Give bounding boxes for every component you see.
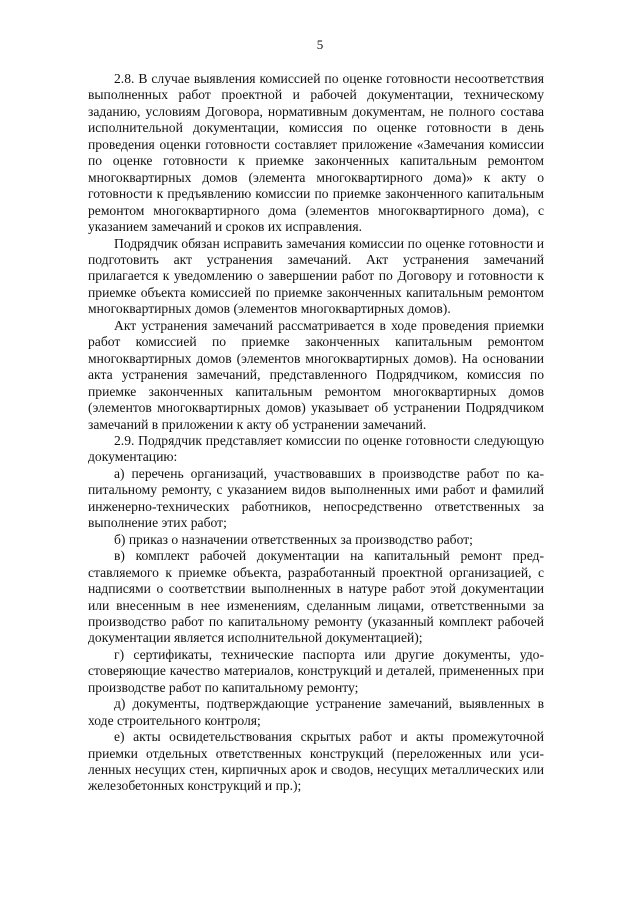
list-item-g: г) сертификаты, технические паспорта или другие документы, удостоверяющие качество материалов, конструкций и деталей, примененных при производстве работ по капитальному ремонту; [88,646,544,695]
list-item-a: а) перечень организаций, участвовавших в производстве работ по капитальному ремонту, с указанием видов выполненных ими работ и фамилий инженерно-технических работников, непосредственно ответственных за выполнение этих работ; [88,465,544,531]
list-item-b: б) приказ о назначении ответственных за производство работ; [114,531,473,547]
paragraph-contractor-obligation: Подрядчик обязан исправить замечания комиссии по оценке готовности и подготовить акт устранения замечаний. Акт устранения замечаний прилагается к уведомлению о завершении работ по Договору и готовности к приемке объекта комиссией по приемке законченных капитальным ремонтом многоквартирных домов (элементов многоквартирных домов). [88,235,544,317]
list-item-d: д) документы, подтверждающие устранение замечаний, выявленных в ходе строительного контроля; [88,696,544,728]
list-item-v: в) комплект рабочей документации на капитальный ремонт представляемого к приемке объекта, разработанный проектной организацией, с надписями о соответствии выполненных в натуре работ этой документации или внесенным в нее изменениям, сделанным лицами, ответственными за производство работ по капитальному ремонту (указанный комплект рабочей документации является исполнительной документацией); [88,548,544,646]
paragraph-2-9: 2.9. Подрядчик представляет комиссии по оценке готовности следующую документацию: [88,432,544,465]
list-item-e: е) акты освидетельствования скрытых работ и акты промежуточной приемки отдельных ответственных конструкций (переложенных или усиленных несущих стен, кирпичных арок и сводов, несущих металлических или железобетонных конструкций и пр.); [88,729,544,794]
document-body [88,71,544,795]
paragraph-2-8: 2.8. В случае выявления комиссией по оценке готовности несоответствия выполненных работ проектной и рабочей документации, техническому заданию, условиям Договора, нормативным документам, не полного состава исполнительной документации, комиссия по оценке готовности в день проведения оценки готовности составляет приложение «Замечания комиссии по оценке готовности к приемке законченных капитальным ремонтом многоквартирных домов (элемента многоквартирного дома)» к акту о готовности к предъявлению комиссии по приемке законченного капитальным ремонтом многоквартирного дома (элементов многоквартирного дома), с указанием замечаний и сроков их исправления. [88,71,544,235]
paragraph-elimination-act: Акт устранения замечаний рассматривается в ходе проведения приемки работ комиссией по приемке законченных капитальным ремонтом многоквартирных домов (элементов многоквартирных домов). На основании акта устранения замечаний, представленного Подрядчиком, комиссия по приемке законченных капитальным ремонтом многоквартирных домов (элементов многоквартирных домов) указывает об устранении Подрядчиком замечаний в приложении к акту об устранении замечаний. [88,317,544,432]
page-number: 5 [316,37,324,52]
